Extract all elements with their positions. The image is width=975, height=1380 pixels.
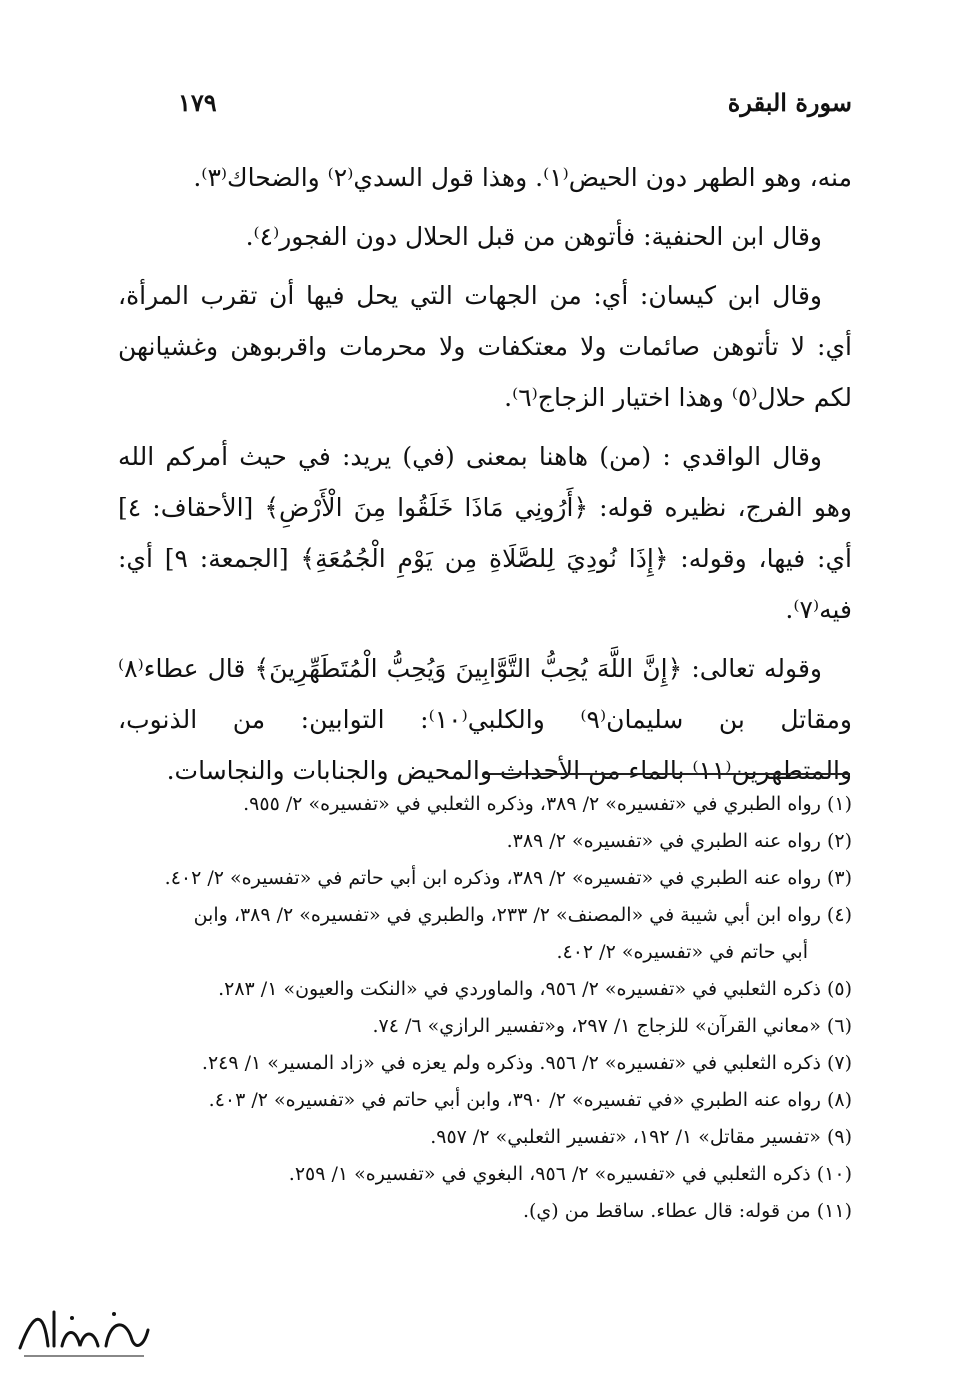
paragraph-3: وقال ابن كيسان: أي: من الجهات التي يحل فيها أن تقرب المرأة، أي: لا تأتوهن صائمات ولا معتكفات ولا محرمات واقربوهن وغشيانهن لكم حلال⁽٥⁾ وهذا اختيار الزجاج⁽٦⁾.: [118, 281, 852, 412]
footnote-4-continued: أبي حاتم في «تفسيره» ٢/ ٤٠٢.: [556, 941, 808, 963]
footnote-2: (٢) رواه عنه الطبري في «تفسيره» ٢/ ٣٨٩.: [506, 830, 852, 852]
footnote-11: (١١) من قوله: قال عطاء. ساقط من (ي).: [522, 1200, 852, 1222]
footnote-8: (٨) رواه عنه الطبري «في تفسيره» ٢/ ٣٩٠، وابن أبي حاتم في «تفسيره» ٢/ ٤٠٣.: [208, 1089, 852, 1111]
footnote-4: (٤) رواه ابن أبي شيبة في «المصنف» ٢/ ٢٣٣، والطبري في «تفسيره» ٢/ ٣٨٩، وابن: [193, 904, 852, 926]
publisher-logo-icon: [14, 1300, 154, 1364]
surah-title: سورة البقرة: [727, 88, 852, 117]
main-text: [118, 152, 852, 796]
paragraph-1: منه، وهو الطهر دون الحيض⁽١⁾. وهذا قول السدي⁽٢⁾ والضحاك⁽٣⁾.: [193, 163, 852, 192]
footnote-3: (٣) رواه عنه الطبري في «تفسيره» ٢/ ٣٨٩، وذكره ابن أبي حاتم في «تفسيره» ٢/ ٤٠٢.: [164, 867, 852, 889]
footnote-6: (٦) «معاني القرآن» للزجاج ١/ ٢٩٧، و«تفسير الرازي» ٦/ ٧٤.: [372, 1015, 852, 1037]
page-header: [150, 88, 852, 128]
footnotes: [118, 786, 852, 1230]
footnote-10: (١٠) ذكره الثعلبي في «تفسيره» ٢/ ٩٥٦، البغوي في «تفسيره» ١/ ٢٥٩.: [288, 1163, 852, 1185]
paragraph-4: وقال الواقدي : (من) هاهنا بمعنى (في) يريد: في حيث أمركم الله وهو الفرج، نظيره قوله: ﴿أَرُونِي مَاذَا خَلَقُوا مِنَ الْأَرْضِ﴾ [الأحقاف: ٤] أي: فيها، وقوله: ﴿إِذَا نُودِيَ لِلصَّلَاةِ مِن يَوْمِ الْجُمُعَةِ﴾ [الجمعة: ٩] أي: فيه⁽٧⁾.: [118, 442, 852, 624]
footnote-divider: [483, 773, 850, 775]
footnote-7: (٧) ذكره الثعلبي في «تفسيره» ٢/ ٩٥٦. وذكره ولم يعزه في «زاد المسير» ١/ ٢٤٩.: [201, 1052, 852, 1074]
footnote-9: (٩) «تفسير مقاتل» ١/ ١٩٢، «تفسير الثعلبي» ٢/ ٩٥٧.: [430, 1126, 852, 1148]
footnote-1: (١) رواه الطبري في «تفسيره» ٢/ ٣٨٩، وذكره الثعلبي في «تفسيره» ٢/ ٩٥٥.: [243, 793, 852, 815]
paragraph-2: وقال ابن الحنفية: فأتوهن من قبل الحلال دون الفجور⁽٤⁾.: [245, 222, 822, 251]
page-number: ١٧٩: [178, 88, 217, 117]
footnote-5: (٥) ذكره الثعلبي في «تفسيره» ٢/ ٩٥٦، والماوردي في «النكت والعيون» ١/ ٢٨٣.: [218, 978, 852, 1000]
paragraph-5: وقوله تعالى: ﴿إِنَّ اللَّهَ يُحِبُّ التَّوَّابِينَ وَيُحِبُّ الْمُتَطَهِّرِينَ﴾ قال عطاء⁽٨⁾ ومقاتل بن سليمان⁽٩⁾ والكلبي⁽١٠⁾: التوابين: من الذنوب، والمتطهرين⁽١١⁾ بالماء من الأحداث والمحيض والجنابات والنجاسات.: [118, 654, 852, 785]
